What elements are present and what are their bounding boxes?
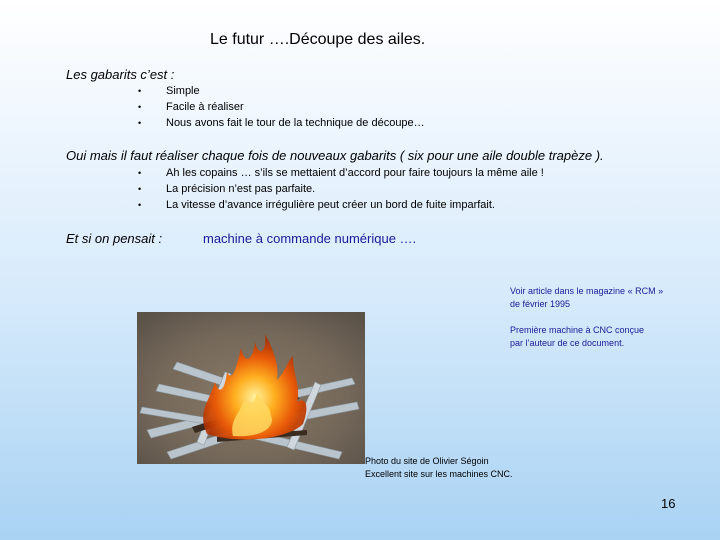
- list-item: • Facile à réaliser: [138, 99, 425, 115]
- machine-note-line2: par l’auteur de ce document.: [510, 338, 625, 348]
- magazine-note: [510, 285, 663, 311]
- section2-list: [138, 165, 544, 213]
- list-item: • Simple: [138, 83, 425, 99]
- list-item: • La vitesse d’avance irrégulière peut créer un bord de fuite imparfait.: [138, 197, 544, 213]
- magazine-note-line1: Voir article dans le magazine « RCM »: [510, 286, 664, 296]
- page-number: 16: [661, 496, 676, 511]
- slide-title: Le futur ….Découpe des ailes.: [210, 31, 426, 48]
- list-item: • La précision n’est pas parfaite.: [138, 181, 544, 197]
- section1-heading: Les gabarits c’est :: [66, 67, 175, 82]
- cnc-highlight: machine à commande numérique ….: [203, 231, 417, 246]
- photo-credit-line1: Photo du site de Olivier Ségoin: [365, 456, 489, 466]
- machine-note-line1: Première machine à CNC conçue: [510, 325, 645, 335]
- photo-credit: [365, 455, 513, 481]
- machine-note: [510, 324, 644, 350]
- section2-heading: Oui mais il faut réaliser chaque fois de nouveaux gabarits ( six pour une aile double trapèze ).: [66, 148, 604, 163]
- photo-credit-line2: Excellent site sur les machines CNC.: [365, 469, 513, 479]
- section1-list: [138, 83, 425, 131]
- magazine-note-line2: de février 1995: [510, 299, 571, 309]
- section3-heading: Et si on pensait :: [66, 231, 163, 246]
- list-item: • Nous avons fait le tour de la technique de découpe…: [138, 115, 425, 131]
- burning-templates-photo: [137, 312, 365, 464]
- list-item: • Ah les copains … s’ils se mettaient d’accord pour faire toujours la même aile !: [138, 165, 544, 181]
